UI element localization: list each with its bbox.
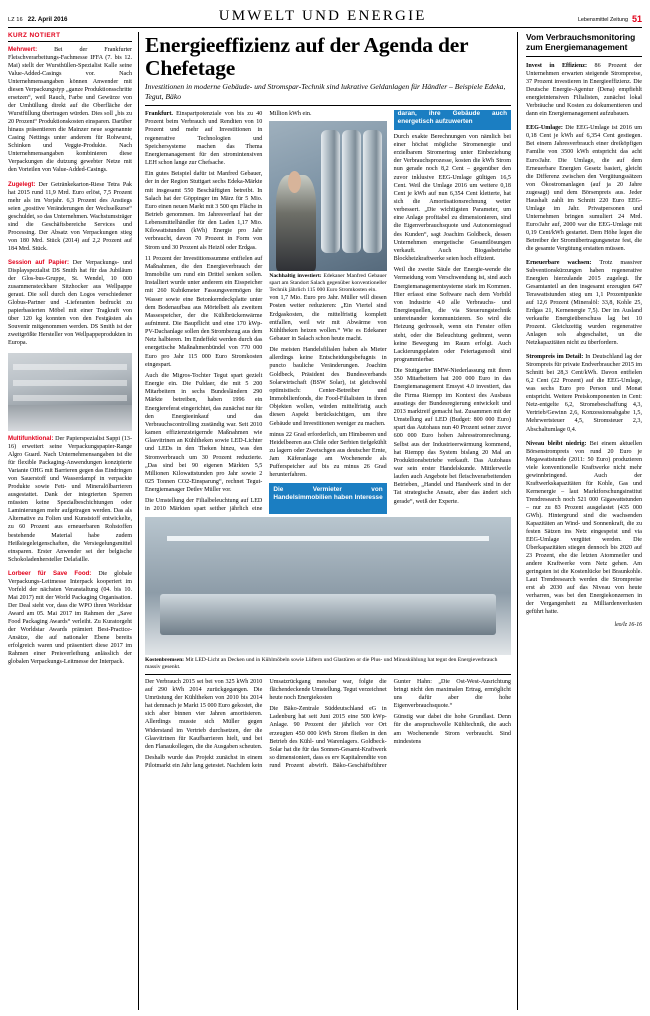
sidebar-block [526, 440, 642, 617]
brief-text: Bei der Frankfurter Fleischverarbeitungs-Fachmesse IFFA (7. bis 12. Mai) stellt der Wursthüllen-Spezialist Kalle seine Value-Added-Casings vor. Nach Unternehmensangaben können Anwender mit diesen Verpackungstyp „ganze Produktionsschritte ersetzen“, weil Rauch, Farbe und Gewürze von der Umhüllung direkt auf die Oberfläche der Wurstfüllung übertragen würden. Dies soll „bis zu 20 Prozent“ Produktionskosten einsparen. Darüber hinaus präsentieren die Mainzer neue sogenannte Casing Nettings unter anderem für Rohwurst, Schinken und Veggie-Produkte. Nach Unternehmensangaben kombinieren diese Verpackungen die dutzung gewebter Netze mit den Vorteilen von Value-Added-Casings. [8, 47, 132, 174]
sidebar-block [526, 353, 642, 433]
paragraph: Günstig war dabei die hohe Grundlast. Denn für die anspruchsvolle Kühltechnik, die auch am Wochenende Strom verbraucht. Sind mindestens [393, 714, 511, 745]
brief-item [8, 435, 132, 564]
paragraph: Die meisten Handelsfilialen haben als Mieter allerdings keine Entscheidungsbefugnis in puncto bauliche Veränderungen. Joachim Goldbeck, Präsident des Bundesverbands Solarwirtschaft (BSW Solar), ist gleichwohl optimistisch: Center-Betreiber und Immobilienfonds, die Food-Filialisten in ihren Objekten wollen, würden mittelfristig auch diesen Aspekt berücksichtigen, um ihre Gebäude und Investitionen weniger zu machen. [269, 347, 387, 427]
issue-number: LZ 16 [8, 17, 23, 23]
sidebar-block [526, 62, 642, 118]
sidebar-block-text: Bei einem aktuellen Börsenstrompreis von rund 20 Euro je Megawattstunde (2011: 50 Euro) produzieren viele konventionelle Kraftwerke nicht mehr gewinnbringend. Auch der Kraftwerkskapazitäten für Kohle, Gas und Kernenergie – laut Marktforschungsinstitut Trendresearch noch 521 000 Gigawattstunden – nur zu 83 Prozent ausgelastet (435 000 GWh). Hintergrund sind die wachsenden Kapazitäten an Wind- und Sonnenkraft, die zu festen Sätzen ins Netz eingespeist und via EEG-Umlage vergütet werden. Die Überkapazitäten stiegen dennoch bis 2020 auf 23 Prozent, ehe die letzten Atommeiler und andere Kraftwerke vom Netz gehen. Am geringsten ist die Kostenlücke bei Braunkohle. Laut Trendresearch werden die Strompreise erst ab 2030 auf das Niveau von heute verharren, was bei den Energiekonzernen in der Vergangenheit zu Milliardenverlusten geführt hatte. [526, 440, 642, 616]
paragraph: Ein gutes Beispiel dafür ist Manfred Gebauer, der in der Region Stuttgart sechs Edeka-Märkte mit insgesamt 550 Beschäftigten betreibt. In Salach hat der Göppinger im März für 5 Mio. Euro einen neuen Markt mit 3 500 qm Fläche in Betrieb genommen. Im Jahresverlauf hat der Lebensmittelhändler für den Laden 1,17 Mio. Kilowattstunden (kWh) Energie pro Jahr verbraucht, davon 70 Prozent in Form von Strom und 30 Prozent als Heizöl oder Erdgas. [145, 171, 263, 251]
sidebar-block-text: 86 Prozent der Unternehmen erwarten steigende Strompreise, 37 Prozent investieren in Energieeffizienz. Die Deutsche Energie-Agentur (Dena) empfiehlt energieintensiven Filialisten, zunächst lokal Verbräuche und Kosten zu dokumentieren und dann ein Energiemanagement aufzubauen. [526, 63, 642, 118]
paragraph: minus 22 Grad erforderlich, um Himbeeren und Heidelbeeren aus Chile oder Serbien tiefgekühlt zu lagern oder Zwetschgen aus deutscher Ernte, Jam Käferanlage am Wochenende als Pufferspeicher auf bis zu minus 26 Grad herunterfahren. [269, 431, 387, 479]
brief-lead: Zugelegt: [8, 180, 36, 188]
brief-lead: Mehrwert: [8, 46, 38, 53]
left-column [8, 32, 132, 1010]
issue-date: 22. April 2016 [27, 16, 68, 23]
photo-caption-secondary [145, 657, 511, 675]
sidebar-column [524, 32, 642, 1010]
sidebar-block-lead: Erneuerbare wachsen: [526, 259, 592, 266]
paragraph [145, 110, 262, 167]
paragraph: Die Stuttgarter BMW-Niederlassung mit ihren 350 Mitarbeitern hat 200 000 Euro in das Energiemanagement Emsyst 4.0 investiert, das die Firma Riempp im Kontext des Ausbaus ausstiegs der Bundesregierung entwickelt und 2013 marktreif gemacht hat. Zusammen mit der Umstellung auf LED (Budget: 800 000 Euro) spart das Autohaus nun 40 Prozent seiner zuvor 600 000 Euro hohen Jahresstromrechnung. Selbst aus der Industrieerwärmung kommend, hat Riempp das System bislang 20 Mal an Produktionsbetriebe verkauft. Das Autohaus war sein erster Handelskunde. Mittlerweile laufen auch Angebote bei fleischverarbeitenden Betrieben, „Handel und Handwerk sind in der Tat strategische Ansatz, aber das ändert sich gerade“, weiß der Experte. [393, 368, 511, 505]
paragraph: Die Bäko-Zentrale Süddeutschland eG in Ladenburg hat seit Juni 2015 eine 500 kWp-Anlage. 90 Prozent der jährlich vor Ort erzeugten 450 000 kWh Strom fließen in den Betrieb des Kühl- und Warenlagers. Goldbeck-Solar hat die für das Sonnen-Gesamt-Kraftwerk so dimensioniert, dass es erv Kapitalrendite von rund Prozent abwirft. Bäko-Geschäftsführer Gunter Hahn: „Die Ost-West-Ausrichtung bringt nicht den maximalen Ertrag, ermöglicht uns dafür aber die hohe Eigenverbrauchsquote.“ [269, 678, 511, 770]
stool-photo [8, 353, 132, 431]
paragraph: Deshalb wurde das Projekt zunächst in einem Pilotmarkt ein Jahr lang getestet. Nachdem kein Umsatzrückgang messbar war, folgte die flächendeckende Umstellung. Tegut verzeichnet heute noch Energiekosten [145, 678, 387, 770]
photo-caption-primary [269, 273, 386, 294]
brief-item [8, 181, 132, 253]
main-article [138, 32, 518, 1010]
article-signature: leo/lz 16-16 [614, 622, 642, 629]
sidebar-block-lead: Invest in Effizienz: [526, 63, 588, 70]
paragraph: Die Umstellung der Filialbeleuchtung auf LED in 2010 Märkten spart seither jährlich eine Million kWh ein. [145, 111, 312, 513]
caption-text: Mit LED-Licht an Decken und in Kühlmöbeln sowie Lüftern und Glastüren or die Plus- und Minuskühlung hat tegut den Energieverbrauch massiv gesenkt. [145, 656, 498, 670]
brief-text: Der Papierspezialist Sappi (13-16) erweitert seine Verpackungspapier-Range Algro Guard. Nach Unternehmensangaben ist die für flexible Packaging-Anwendungen konzipierte Variante OHG mit Barrieren gegen das Eindringen von Sauerstoff und Wasserdampf in verpackte Produkte sowie Fett- und Mineralölbarrieren ausgestattet. Dank der integrierten Sperren müssten keine Spezialbeschichtungen oder Laminierungen mehr aufgetragen werden. Das als Alternative zu Folien und Kunststoff entwickelte, zu 60 Prozent aus erneuerbaren Rohstoffen bestehende Material habe zudem Heißsiegeleigenschaften, die Versiegelungsmittel einsparen. Erster Anwender sei der belgische Schokoladenhersteller Delafaille. [8, 436, 132, 563]
paragraph: von 1,7 Mio. Euro pro Jahr. Müller will diesen Posten weiter reduzieren: „Ein Viertel sind Erdgaskosten, die mittelfristig komplett entfallen, weil wir mit Abwärme von Kühltheken heizen wollen.“ Wie es Edekaner Gebauer in Salach schon heute macht. [269, 295, 387, 342]
brief-item [8, 570, 132, 666]
paragraph: Weil die zweite Säule der Energie-wende die Vermeidung vom Verschwendung ist, sind auch Energiemanagementsysteme stark im Kommen. Hier erfasst eine Software nach dem Vorbild von Industrie 4.0 alle Verbrauchs- und Energiequellen, die via Steuerungstechnik untereinander kommunizieren. So wird die Heizung gedrosselt, wenn ein Fenster offen steht, oder die Beleuchtung gedimmt, wenn keine Bewegung im Raum erfolgt. Auch Lackierungsplaten oder Feiertagsmodi sind programmierbar. [393, 267, 511, 363]
page-number: 51 [631, 14, 642, 24]
sidebar-block [526, 259, 642, 347]
caption-lead: Nachhaltig investiert: [269, 273, 322, 280]
sidebar-block-text: In Deutschland lag der Strompreis für private Endverbraucher 2015 im Schnitt bei 28,3 Cent/kWh. Davon entfielen 6,2 Cent (22 Prozent) auf die EEG-Umlage, was sechs Euro pro Person und Monat entspricht. Weitere Preiskomponenten in Cent: Netz-entgelte 6,2, Stromebeschaffung 4,3, Vertrieb/Gewinn 2,6, Konzessionsabgabe 1,5, Mehrwertsteuer 4,5, Stromsteuer 2,3, Abschaltumlage 0,4. [526, 354, 642, 433]
section-title: UMWELT UND ENERGIE [218, 8, 427, 24]
paragraph: Durch exakte Berechnungen von nämlich bei einer höchst mögliche Stromenergie und erzielbarem Stromertrag unter Einbeziehung der Verbrauchsprozesse, kosten die kWh Strom nun gerade noch 8,2 Cent – gegenüber den zuvor inklusive EEG-Umlage gültigen 16,5 Cent. Weil die Umlage 2016 um weitere 0,18 Cent je kWh auf nun 6,354 Cent kletterte, hat sich die Amortisationsrechnung weiter verbessert. „Die wichtigsten Parameter, um eine Anlage profitabel zu dimensionieren, sind die Eigenverbrauchsquote und Autonomiegrad des Kunden“, sagt Joachim Goldbeck, dessen Unternehmen energetische Gesamtlösungen verkauft. Auch Biogasbetriebe Blockheizkraftwerke seien hoch effizient. [393, 133, 511, 263]
kurz-notiert-kicker: KURZ NOTIERT [8, 32, 132, 42]
sidebar-block-lead: EEG-Umlage: [526, 125, 563, 132]
publication-name: Lebensmittel Zeitung [577, 17, 628, 23]
article-photo-primary [269, 121, 386, 271]
brief-text: Der Verpackungs- und Displayspezialist DS Smith hat für das Jubiläum der Glos-bus-Gruppe, St. Wendel, 10 000 zusammensteckbare Sitzhocker aus Wellpappe geraut. Die soll durch den Logos verschiedener Globus-Partner und -Lieferanten bedruckt zu papierbasierten Möbel mit einer Tragkraft von über 120 kg konnten von den Festgästen als Souvenir mitgenommen werden. DS Smith ist der zweitgrößte Hersteller von Wellpappeprodukten in Europa. [8, 259, 132, 347]
caption-text: Edekaner Manfred Gebauer spart am Standort Salach gegenüber konventioneller Technik jährlich 115 000 Euro Stromkosten ein. [269, 273, 387, 294]
masthead [8, 6, 642, 28]
paragraph-text: Einspartpotenziale von bis zu 40 Prozent beim Verbrauch und Renditen von 10 Prozent und mehr auf Investitionen in regenerative Technologien und Speichersysteme machen das Thema Energiemanagement für den stromintensiven LEH schon lange zur Chefsache. [145, 111, 263, 167]
sidebar-block-lead: Niveau bleibt niedrig: [526, 440, 587, 447]
paragraph: Auch die Migros-Tochter Tegut spart gezielt Energie ein. Die Fuldaer, die mit 5 200 Mitarbeitern in sechs Bundesländern 290 Märkte betreiben, haben 1996 ein Energiereferat eingerichtet, das zunächst nur für den Energieeinkauf und das Verbrauchscontrolling zuständig war. Seit 2010 kamen effizienzsteigernde Maßnahmen wie Glasvitrinen an Kühltheken sowie LED-Lichter und LEDs in den Theken hinzu, was den Stromverbrauch um 30 Prozent reduzierte. „Das sind bei 90 eigenen Märkten 5,5 Millionen Kilowattstunden pro Jahr sowie 2 025 Tonnen CO2-Einsparung“, rechnet Tegut-Energiemanager Detlev Müller vor. [145, 372, 263, 494]
article-photo-secondary [145, 517, 511, 655]
brief-text: Der Getränkekarton-Riese Tetra Pak hat 2015 rund 11,9 Mrd. Euro erlöst, 7,5 Prozent mehr als im Vorjahr. 6,3 Prozent des Anstiegs seien „positive Veränderungen der Wechselkurse“ geschuldet, so das Unternehmen. Wachstumsträger sind die Geschäftsbereiche Services und Processing. Der Absatz von Verpackungen stieg von 180 Mrd. Stück (2014) auf 2,2 Prozent auf 184 Mrd. Stück. [8, 181, 132, 252]
brief-lead: Lorbeer für Save Food: [8, 569, 92, 577]
brief-lead: Session auf Papier: [8, 258, 70, 266]
article-headline: Energieeffizienz auf der Agenda der Chefetage [145, 33, 469, 80]
brief-lead: Multifunktional: [8, 435, 54, 443]
dateline: Frankfurt. [145, 111, 173, 118]
sidebar-block-text: Trotz massiver Subventionskürzungen haben regenerative Energien hierzulande 2015 zugelegt. Ihr Gesamtanteil an den insgesamt erzeugten 647 Terawattstunden stieg um 1,1 Prozentpunkte auf 12,6 Prozent (Mineralöl: 33,8, Kohle 25, Erdgas 21, Kernenergie 7,5). Der im Ausland verkaufte Energieüberschuss lag bei 10 Prozent. Gleichzeitig wurden regenerative Anlagen sols abgeschaltet, un die Netzkapazitäten nicht zu überfordern. [526, 259, 642, 347]
sidebar-block [526, 124, 642, 253]
columns-container [8, 32, 642, 1010]
article-body-top [145, 110, 511, 514]
paragraph: Der Verbrauch 2015 sei bei von 325 kWh 2010 auf 290 kWh 2014 zurückgegangen. Die Umrüstung der Kühltheken von 2010 bis 2014 hat demnach je Markt 15 000 Euro gekostet, die sich aber binnen vier Jahren amortisieren. Allerdings musste sich Müller gegen Widerstand im Vertrieb durchsetzen, der die Glasvitrinen für Kaufbarrieren hielt, und bei den Flanaukollegen, die die Ausgaben scheuten. [145, 678, 263, 750]
pull-quote-box: Die Vermieter von Handelsimmobilien haben Interesse daran, ihre Gebäude auch energetisch aufzuwerten [269, 110, 511, 514]
sidebar-block-text: Die EEG-Umlage ist 2016 um 0,18 Cent je kWh auf 6,354 Cent gestiegen. Bei einem Jahresverbrauch einer dreiköpfigen Familie von 3500 kWh entspricht das acht Euro/Jahr. Die Umlage, die auf dem Erneuerbare Energien Gesetz basiert, gleicht die Differenz zwischen den Vergütungssätzen von Ökostromanlagen (auf ja 20 Jahre zugesagt) und dem Börsenpreis aus. Jeder Haushalt zahlt im Schnitt 220 Euro EEG-Umlage im Jahr. Privatpersonen und Unternehmen bringen sumuliert 24 Mrd. Euro/Jahr auf, 2000 war die EEG-Umlage mit 0,19 Cent/kWh gestartet. Dem Höhe legen die Betreiber der Stromübertragungsnetze fest, die die gesamte Vergütung erstatten müssen. [526, 125, 642, 252]
sidebar-block-lead: Strompreis im Detail: [526, 354, 584, 361]
brief-text: Die globale Verpackungs-Leitmesse Interpack kooperiert im Vorfeld der nächsten Veranstaltung (04. bis 10. Mai 2017) mit der World Packaging Organisation. Der Deal sieht vor, dass die WPO ihren Worldstar Award am 05. Mai 2017 im Rahmen der „Save Food Packaging Awards“ verleiht. Zu Kuratorgeht der Worldstar Awards prämiert Best-Practice-Ansätze, die auf nationaler Ebene bereits erfolgreich waren und präsentiert diese 2017 im Rahmen einer Preisverleihung anlässlich der globalen Verpackungs-Leitmesse der Interpack. [8, 570, 133, 665]
article-body-bottom [145, 678, 511, 771]
sidebar-title: Vom Verbrauchsmonitoring zum Energiemanagement [526, 32, 642, 57]
paragraph: 11 Prozent der Investitionssumme entfielen auf Maßnahmen, die den Energieverbrauch der Immobilie um rund ein Drittel senken sollen. Installiert wurde unter anderem ein Eisspeicher mit 260 Kubikmeter Fassungsvermögen für Wasser sowie eine Betonkerndeckplatte unter dem Bodenaufbau aus Mörtelbett als zweitem Massespeicher, der die Kühlbrückenwärme aufnimmt. Die Baupflicht und eine 170 kWp-PV-Dachanlage sollen den Strombezug aus dem Netz halbieren. Im Endeffekt werden durch das energetische Maßnahmenbündel von 770 000 Euro pro Jahr 115 000 Euro Stromkosten eingespart. [145, 255, 263, 368]
caption-lead: Kostenbremsen: [145, 656, 185, 663]
article-subhead: Investitionen in moderne Gebäude- und Stromspar-Technik sind lukrative Geldanlagen für Händler – Beispiele Edeka, Tegut, Bäko [145, 82, 511, 106]
brief-item [8, 259, 132, 347]
brief-item [8, 46, 132, 175]
